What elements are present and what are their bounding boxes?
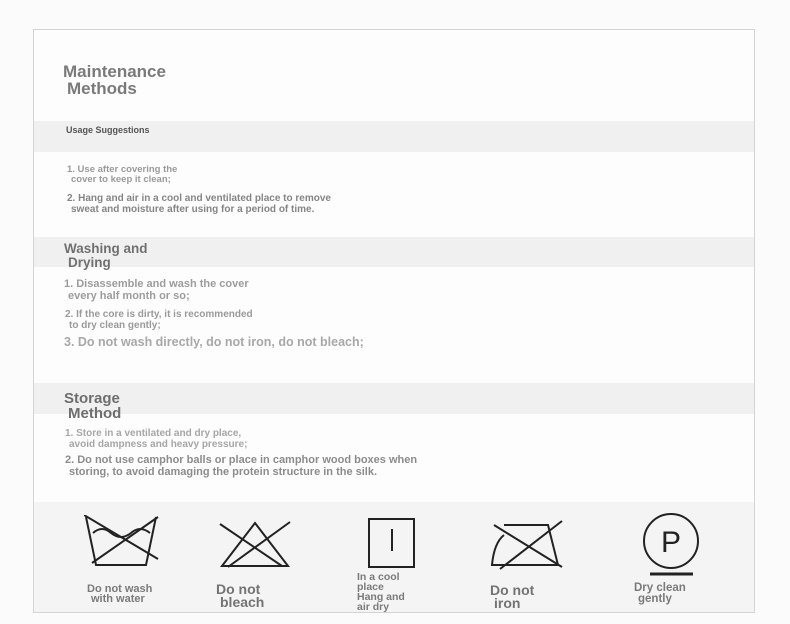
dry-clean-label-line1: Dry clean	[634, 582, 686, 594]
storage-band	[34, 383, 754, 414]
washing-item-1-line1: 1. Disassemble and wash the cover	[64, 278, 249, 290]
washing-heading-line2: Drying	[68, 254, 111, 270]
no-iron-label-line2: iron	[494, 595, 521, 612]
no-bleach-label-line2: bleach	[220, 594, 265, 611]
usage-item-2-line1: 2. Hang and air in a cool and ventilated place to remove	[67, 193, 331, 204]
storage-item-1-line2: avoid dampness and heavy pressure;	[69, 438, 248, 450]
no-wash-icon	[84, 515, 164, 571]
page-title	[63, 63, 166, 97]
dry-clean-letter: P	[660, 526, 682, 559]
hang-dry-icon	[367, 517, 417, 569]
storage-heading	[64, 391, 121, 421]
hang-dry-label-line1: In a cool	[357, 571, 400, 583]
washing-item-1	[64, 279, 249, 302]
storage-heading-line2: Method	[68, 405, 122, 422]
no-iron-icon	[490, 519, 566, 571]
dry-clean-label	[634, 583, 686, 605]
hang-dry-label-line4: air dry	[357, 600, 390, 613]
usage-item-1-line1: 1. Use after covering the	[67, 164, 178, 175]
washing-heading-line1: Washing and	[64, 241, 148, 256]
washing-item-1-line2: every half month or so;	[68, 289, 190, 302]
dry-clean-label-line2: gently	[638, 592, 672, 605]
no-bleach-icon	[218, 520, 292, 570]
no-bleach-label	[216, 583, 264, 610]
no-wash-label-line2: with water	[91, 593, 145, 606]
hang-dry-label	[357, 573, 405, 613]
storage-item-2-line1: 2. Do not use camphor balls or place in camphor wood boxes when	[65, 454, 418, 466]
page-title-line1: Maintenance	[63, 62, 166, 81]
no-wash-label-line1: Do not wash	[87, 583, 153, 595]
hang-dry-label-line2: place	[357, 580, 384, 593]
usage-heading: Usage Suggestions	[66, 125, 150, 135]
storage-heading-line1: Storage	[64, 390, 120, 407]
maintenance-panel	[33, 29, 755, 613]
no-iron-label-line1: Do not	[490, 582, 535, 598]
hang-dry-label-line3: Hang and	[357, 590, 405, 603]
washing-item-2-line1: 2. If the core is dirty, it is recommended	[65, 309, 253, 320]
no-bleach-label-line1: Do not	[216, 581, 261, 597]
usage-item-2	[67, 194, 331, 215]
usage-item-1-line2: cover to keep it clean;	[71, 173, 171, 185]
page-title-line2: Methods	[67, 79, 137, 98]
storage-item-1-line1: 1. Store in a ventilated and dry place,	[65, 428, 242, 439]
washing-heading	[64, 242, 148, 269]
usage-item-1	[67, 165, 177, 185]
storage-item-2-line2: storing, to avoid damaging the protein structure in the silk.	[69, 465, 378, 478]
washing-item-2-line2: to dry clean gently;	[69, 319, 161, 331]
washing-item-2	[65, 310, 253, 331]
no-iron-label	[490, 584, 534, 611]
usage-item-2-line2: sweat and moisture after using for a period of time.	[71, 203, 315, 215]
storage-item-2	[65, 455, 417, 478]
storage-item-1	[65, 429, 247, 450]
no-wash-label	[87, 584, 152, 605]
dry-clean-icon	[641, 511, 701, 577]
washing-item-3: 3. Do not wash directly, do not iron, do not bleach;	[64, 335, 364, 349]
